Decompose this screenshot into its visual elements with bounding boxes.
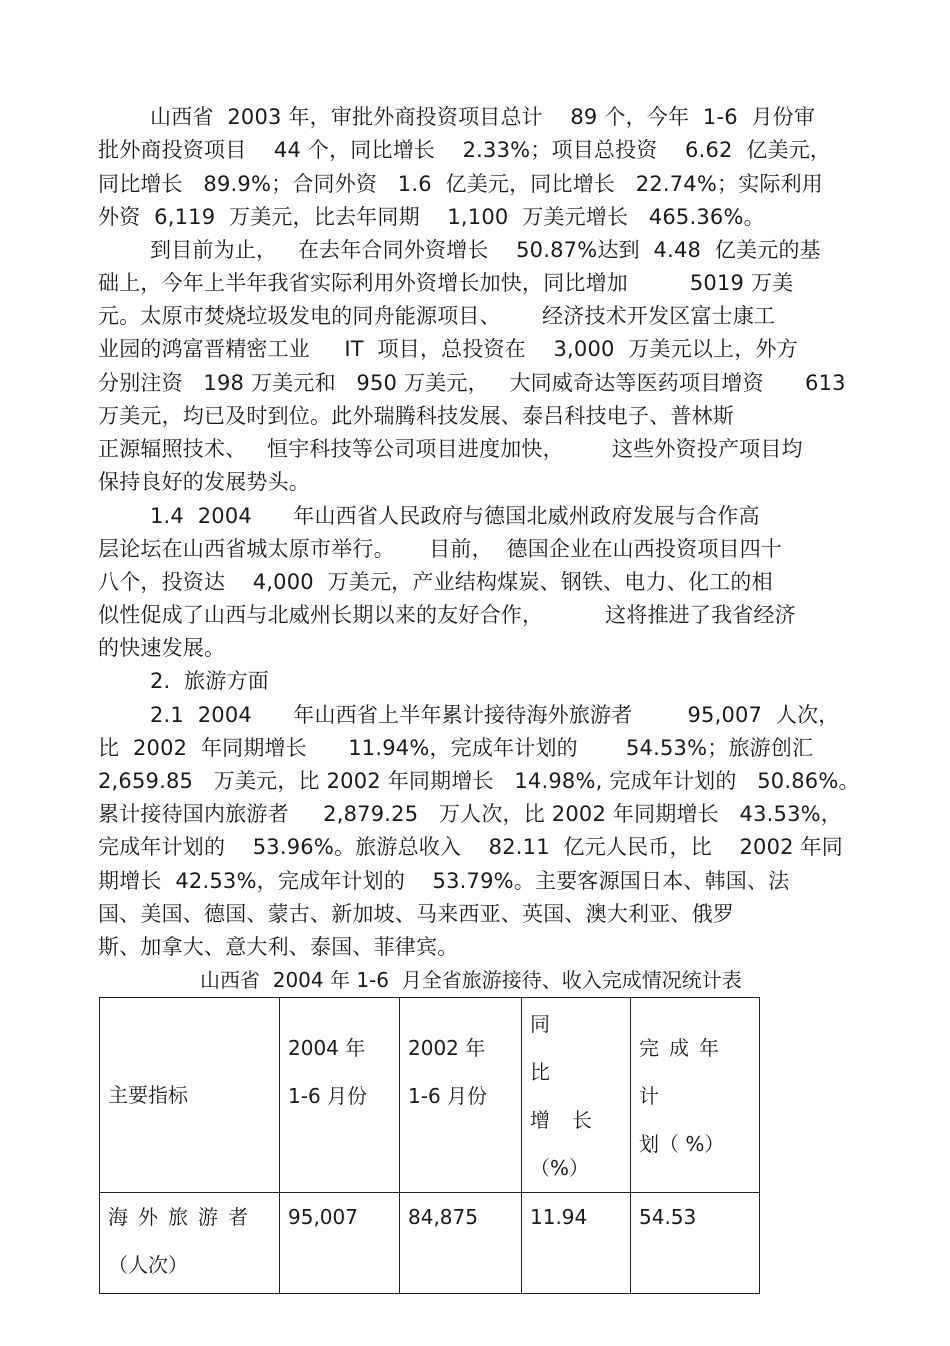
cell-2002-value: 84,875 (400, 1193, 522, 1294)
table-header-row (100, 998, 760, 1193)
paragraph-3-line-5: 的快速发展。 (98, 636, 226, 660)
header-growth-line-2: 增长 (530, 1108, 614, 1132)
header-plan-line-2: 划（ %） (639, 1132, 725, 1156)
paragraph-4-line-3: 2,659.85 万美元，比 2002 年同期增长 14.98%, 完成年计划的 50.86%。 (98, 769, 860, 793)
header-main-indicator-text: 主要指标 (108, 1083, 188, 1107)
paragraph-4-line-2: 比 2002 年同期增长 11.94%，完成年计划的 54.53%；旅游创汇 (98, 736, 814, 760)
paragraph-1-line-3: 同比增长 89.9%；合同外资 1.6 亿美元，同比增长 22.74%；实际利用 (98, 172, 824, 196)
paragraph-4-line-5: 完成年计划的 53.96%。旅游总收入 82.11 亿元人民币，比 2002 年同 (98, 835, 843, 859)
paragraph-1-line-2: 批外商投资项目 44 个，同比增长 2.33%；项目总投资 6.62 亿美元， (98, 138, 832, 162)
header-2002-line-1: 2002 年 (408, 1036, 486, 1060)
paragraph-2-line-3: 元。太原市焚烧垃圾发电的同舟能源项目、 经济技术开发区富士康工 (98, 304, 776, 328)
paragraph-3-line-3: 八个，投资达 4,000 万美元，产业结构煤炭、钢铁、电力、化工的相 (98, 570, 773, 594)
paragraph-2-line-7: 正源辐照技术、 恒宇科技等公司项目进度加快， 这些外资投产项目均 (98, 437, 803, 461)
paragraph-4-line-1: 2.1 2004 年山西省上半年累计接待海外旅游者 95,007 人次， (150, 703, 840, 727)
cell-indicator (100, 1193, 280, 1294)
header-plan-line-1: 完成年计 (639, 1036, 729, 1108)
header-2002 (400, 998, 522, 1193)
paragraph-3-line-1: 1.4 2004 年山西省人民政府与德国北威州政府发展与合作高 (150, 504, 760, 528)
paragraph-2-line-8: 保持良好的发展势头。 (98, 470, 310, 494)
header-growth-line-1: 同比 (530, 1012, 592, 1084)
header-2004 (280, 998, 400, 1193)
header-2004-line-2: 1-6 月份 (288, 1084, 368, 1108)
paragraph-1-line-4: 外资 6,119 万美元，比去年同期 1,100 万美元增长 465.36%。 (98, 205, 765, 229)
paragraph-2-line-5: 分别注资 198 万美元和 950 万美元， 大同威奇达等医药项目增资 613 (98, 371, 846, 395)
table-row (100, 1193, 760, 1294)
section-heading-tourism: 2. 旅游方面 (150, 669, 269, 693)
paragraph-4-line-6: 期增长 42.53%，完成年计划的 53.79%。主要客源国日本、韩国、法 (98, 869, 790, 893)
cell-indicator-line-1: 海外旅游者 (108, 1205, 258, 1229)
header-growth-line-3: （%） (530, 1156, 590, 1180)
tourism-stats-table (99, 997, 760, 1294)
table-caption: 山西省 2004 年 1-6 月全省旅游接待、收入完成情况统计表 (200, 968, 742, 992)
paragraph-3-line-4: 似性促成了山西与北威州长期以来的友好合作， 这将推进了我省经济 (98, 603, 796, 627)
header-growth (522, 998, 631, 1193)
paragraph-2-line-2: 础上，今年上半年我省实际利用外资增长加快，同比增加 5019 万美 (98, 271, 794, 295)
header-plan (631, 998, 760, 1193)
paragraph-4-line-4: 累计接待国内旅游者 2,879.25 万人次，比 2002 年同期增长 43.53%， (98, 802, 843, 826)
header-2002-line-2: 1-6 月份 (408, 1084, 488, 1108)
paragraph-1-line-1: 山西省 2003 年，审批外商投资项目总计 89 个，今年 1-6 月份审 (150, 105, 816, 129)
cell-plan-value: 54.53 (631, 1193, 760, 1294)
cell-growth-value: 11.94 (522, 1193, 631, 1294)
paragraph-2-line-6: 万美元，均已及时到位。此外瑞腾科技发展、泰吕科技电子、普林斯 (98, 404, 734, 428)
paragraph-2-line-1: 到目前为止， 在去年合同外资增长 50.87%达到 4.48 亿美元的基 (150, 238, 821, 262)
paragraph-3-line-2: 层论坛在山西省城太原市举行。 目前， 德国企业在山西投资项目四十 (98, 537, 783, 561)
header-2004-line-1: 2004 年 (288, 1036, 366, 1060)
paragraph-4-line-8: 斯、加拿大、意大利、泰国、菲律宾。 (98, 935, 459, 959)
header-main-indicator (100, 998, 280, 1193)
cell-2004-value: 95,007 (280, 1193, 400, 1294)
paragraph-4-line-7: 国、美国、德国、蒙古、新加坡、马来西亚、英国、澳大利亚、俄罗 (98, 902, 734, 926)
cell-indicator-line-2: （人次） (108, 1253, 188, 1277)
paragraph-2-line-4: 业园的鸿富晋精密工业 IT 项目，总投资在 3,000 万美元以上，外方 (98, 337, 798, 361)
